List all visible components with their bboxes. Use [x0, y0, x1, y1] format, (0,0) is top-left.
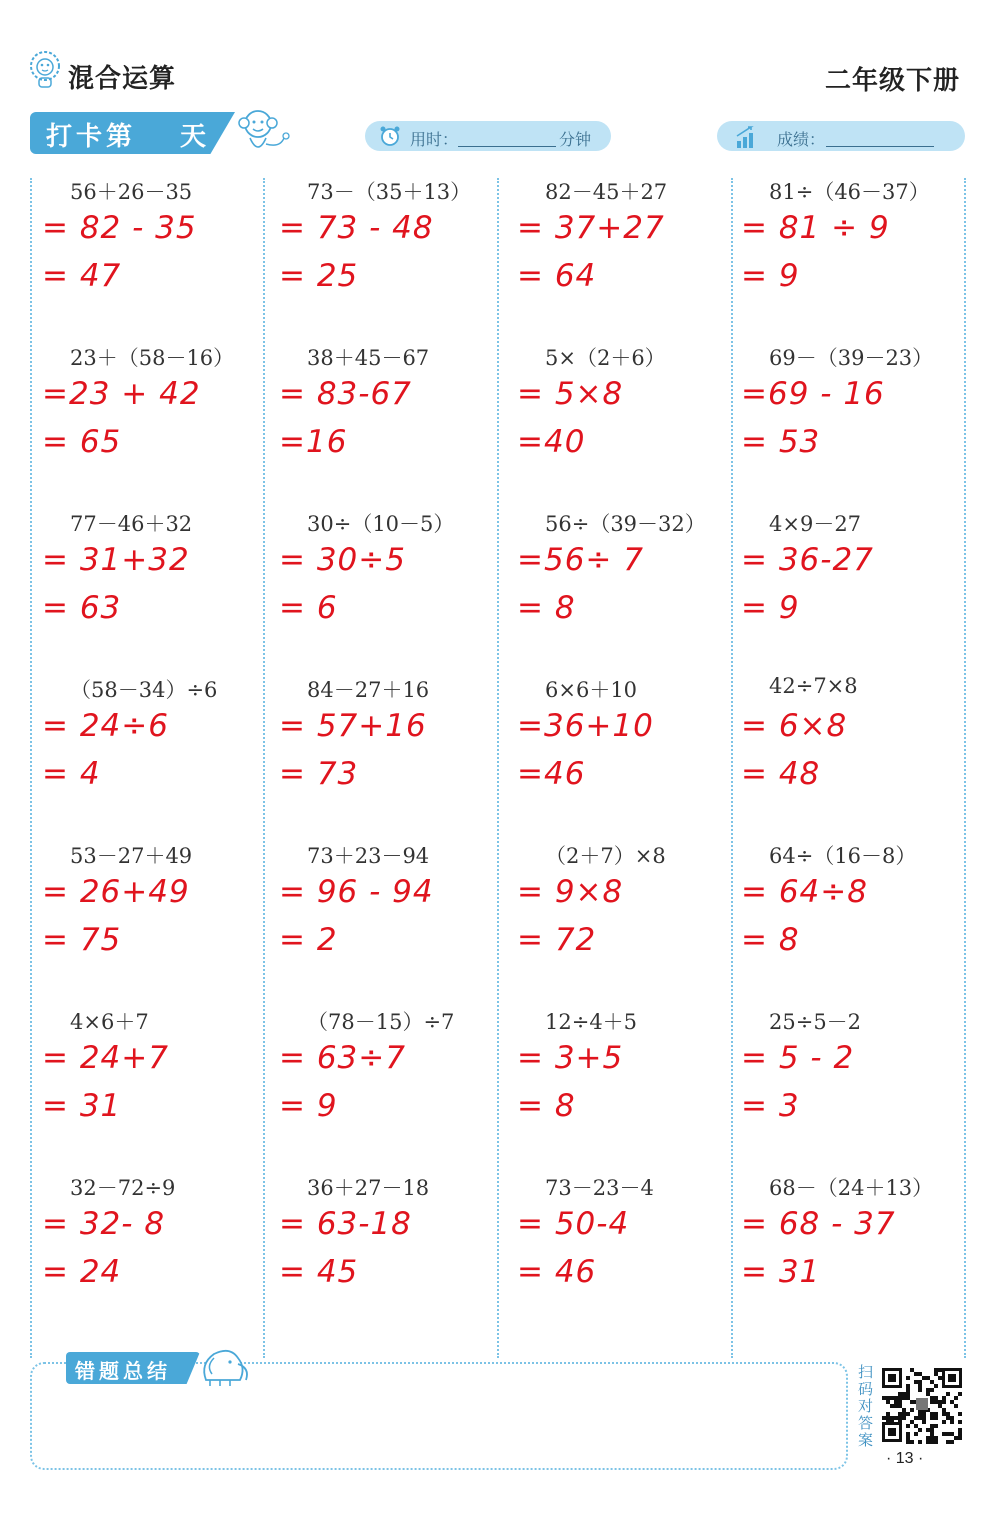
handwritten-result: = 31: [42, 1088, 122, 1124]
problem-expression: 77－46＋32: [70, 512, 193, 536]
grade-label: 二年级下册: [824, 65, 960, 95]
scan-for-answers-label: 扫码对答案: [858, 1364, 874, 1449]
grid-divider: [731, 178, 733, 1358]
handwritten-result: = 46: [517, 1254, 597, 1290]
alarm-clock-icon: [378, 124, 402, 148]
problem-expression: 56÷（39－32）: [545, 512, 706, 536]
handwritten-result: = 8: [741, 922, 800, 958]
checkin-label: 打卡第: [46, 121, 137, 151]
lion-mascot-icon: [28, 50, 62, 88]
problem-expression: 25÷5－2: [769, 1010, 862, 1034]
problem-expression: 42÷7×8: [769, 674, 858, 698]
handwritten-step: =69 - 16: [741, 376, 885, 412]
monkey-mascot-icon: [232, 104, 292, 160]
handwritten-step: = 5×8: [517, 376, 624, 412]
handwritten-result: =16: [279, 424, 348, 460]
handwritten-step: = 24÷6: [42, 708, 169, 744]
day-label: 天: [180, 121, 207, 151]
handwritten-step: = 82 - 35: [42, 210, 197, 246]
handwritten-result: = 24: [42, 1254, 122, 1290]
problem-expression: 23＋（58－16）: [70, 346, 235, 370]
handwritten-step: = 63-18: [279, 1206, 412, 1242]
problem-expression: 4×9－27: [769, 512, 862, 536]
handwritten-step: = 63÷7: [279, 1040, 406, 1076]
grid-border-left: [30, 178, 32, 1358]
handwritten-result: = 6: [279, 590, 338, 626]
handwritten-result: = 2: [279, 922, 338, 958]
handwritten-step: = 73 - 48: [279, 210, 434, 246]
problem-expression: 6×6＋10: [545, 678, 638, 702]
problem-expression: 36＋27－18: [307, 1176, 430, 1200]
handwritten-step: = 9×8: [517, 874, 624, 910]
handwritten-step: = 26+49: [42, 874, 190, 910]
handwritten-step: = 36-27: [741, 542, 874, 578]
time-input-line[interactable]: [458, 146, 556, 147]
problem-expression: 5×（2＋6）: [545, 346, 666, 370]
handwritten-step: = 5 - 2: [741, 1040, 855, 1076]
grid-divider: [497, 178, 499, 1358]
handwritten-result: = 53: [741, 424, 821, 460]
handwritten-step: =23 + 42: [42, 376, 201, 412]
handwritten-step: = 81 ÷ 9: [741, 210, 890, 246]
handwritten-step: = 6×8: [741, 708, 848, 744]
handwritten-result: = 45: [279, 1254, 359, 1290]
score-input-line[interactable]: [826, 146, 934, 147]
handwritten-result: = 25: [279, 258, 359, 294]
time-label: 用时：: [410, 132, 459, 149]
handwritten-result: = 9: [279, 1088, 338, 1124]
handwritten-result: =46: [517, 756, 586, 792]
page-number: · 13 ·: [886, 1450, 924, 1467]
elephant-mascot-icon: [196, 1344, 252, 1388]
grid-border-right: [964, 178, 966, 1358]
problem-expression: 73－（35＋13）: [307, 180, 472, 204]
problem-expression: 56＋26－35: [70, 180, 193, 204]
handwritten-step: = 64÷8: [741, 874, 868, 910]
problem-expression: 69－（39－23）: [769, 346, 934, 370]
problem-expression: 4×6＋7: [70, 1010, 149, 1034]
problem-expression: 82－45＋27: [545, 180, 668, 204]
handwritten-result: =40: [517, 424, 586, 460]
handwritten-result: = 4: [42, 756, 101, 792]
problem-expression: （78－15）÷7: [307, 1010, 455, 1034]
handwritten-result: = 73: [279, 756, 359, 792]
problem-expression: 73－23－4: [545, 1176, 654, 1200]
problem-expression: （58－34）÷6: [70, 678, 218, 702]
handwritten-step: = 32- 8: [42, 1206, 166, 1242]
score-label: 成绩：: [777, 132, 826, 149]
qr-code-icon[interactable]: [880, 1366, 964, 1444]
book-title: 混合运算: [68, 63, 177, 93]
handwritten-step: =56÷ 7: [517, 542, 644, 578]
problem-expression: （2＋7）×8: [545, 844, 666, 868]
problem-expression: 38＋45－67: [307, 346, 430, 370]
handwritten-step: = 30÷5: [279, 542, 406, 578]
handwritten-result: = 75: [42, 922, 122, 958]
bar-chart-icon: [734, 124, 764, 150]
handwritten-step: = 50-4: [517, 1206, 630, 1242]
handwritten-result: = 64: [517, 258, 597, 294]
problem-expression: 81÷（46－37）: [769, 180, 930, 204]
problem-expression: 30÷（10－5）: [307, 512, 455, 536]
handwritten-result: = 8: [517, 590, 576, 626]
problem-expression: 53－27＋49: [70, 844, 193, 868]
handwritten-result: = 9: [741, 258, 800, 294]
handwritten-result: = 31: [741, 1254, 821, 1290]
handwritten-result: = 9: [741, 590, 800, 626]
handwritten-step: = 31+32: [42, 542, 190, 578]
handwritten-result: = 63: [42, 590, 122, 626]
handwritten-step: = 96 - 94: [279, 874, 434, 910]
handwritten-step: = 3+5: [517, 1040, 624, 1076]
time-unit: 分钟: [559, 132, 592, 149]
handwritten-result: = 65: [42, 424, 122, 460]
handwritten-step: = 24+7: [42, 1040, 169, 1076]
handwritten-result: = 72: [517, 922, 597, 958]
handwritten-step: = 68 - 37: [741, 1206, 896, 1242]
handwritten-result: = 8: [517, 1088, 576, 1124]
problem-expression: 64÷（16－8）: [769, 844, 917, 868]
problem-expression: 73＋23－94: [307, 844, 430, 868]
handwritten-step: = 57+16: [279, 708, 427, 744]
handwritten-result: = 48: [741, 756, 821, 792]
handwritten-result: = 3: [741, 1088, 800, 1124]
handwritten-step: = 83-67: [279, 376, 412, 412]
problem-expression: 68－（24＋13）: [769, 1176, 934, 1200]
grid-divider: [263, 178, 265, 1358]
handwritten-step: =36+10: [517, 708, 654, 744]
problem-expression: 32－72÷9: [70, 1176, 176, 1200]
summary-label: 错题总结: [75, 1361, 171, 1383]
problem-expression: 84－27＋16: [307, 678, 430, 702]
handwritten-result: = 47: [42, 258, 122, 294]
handwritten-step: = 37+27: [517, 210, 665, 246]
problem-expression: 12÷4＋5: [545, 1010, 638, 1034]
